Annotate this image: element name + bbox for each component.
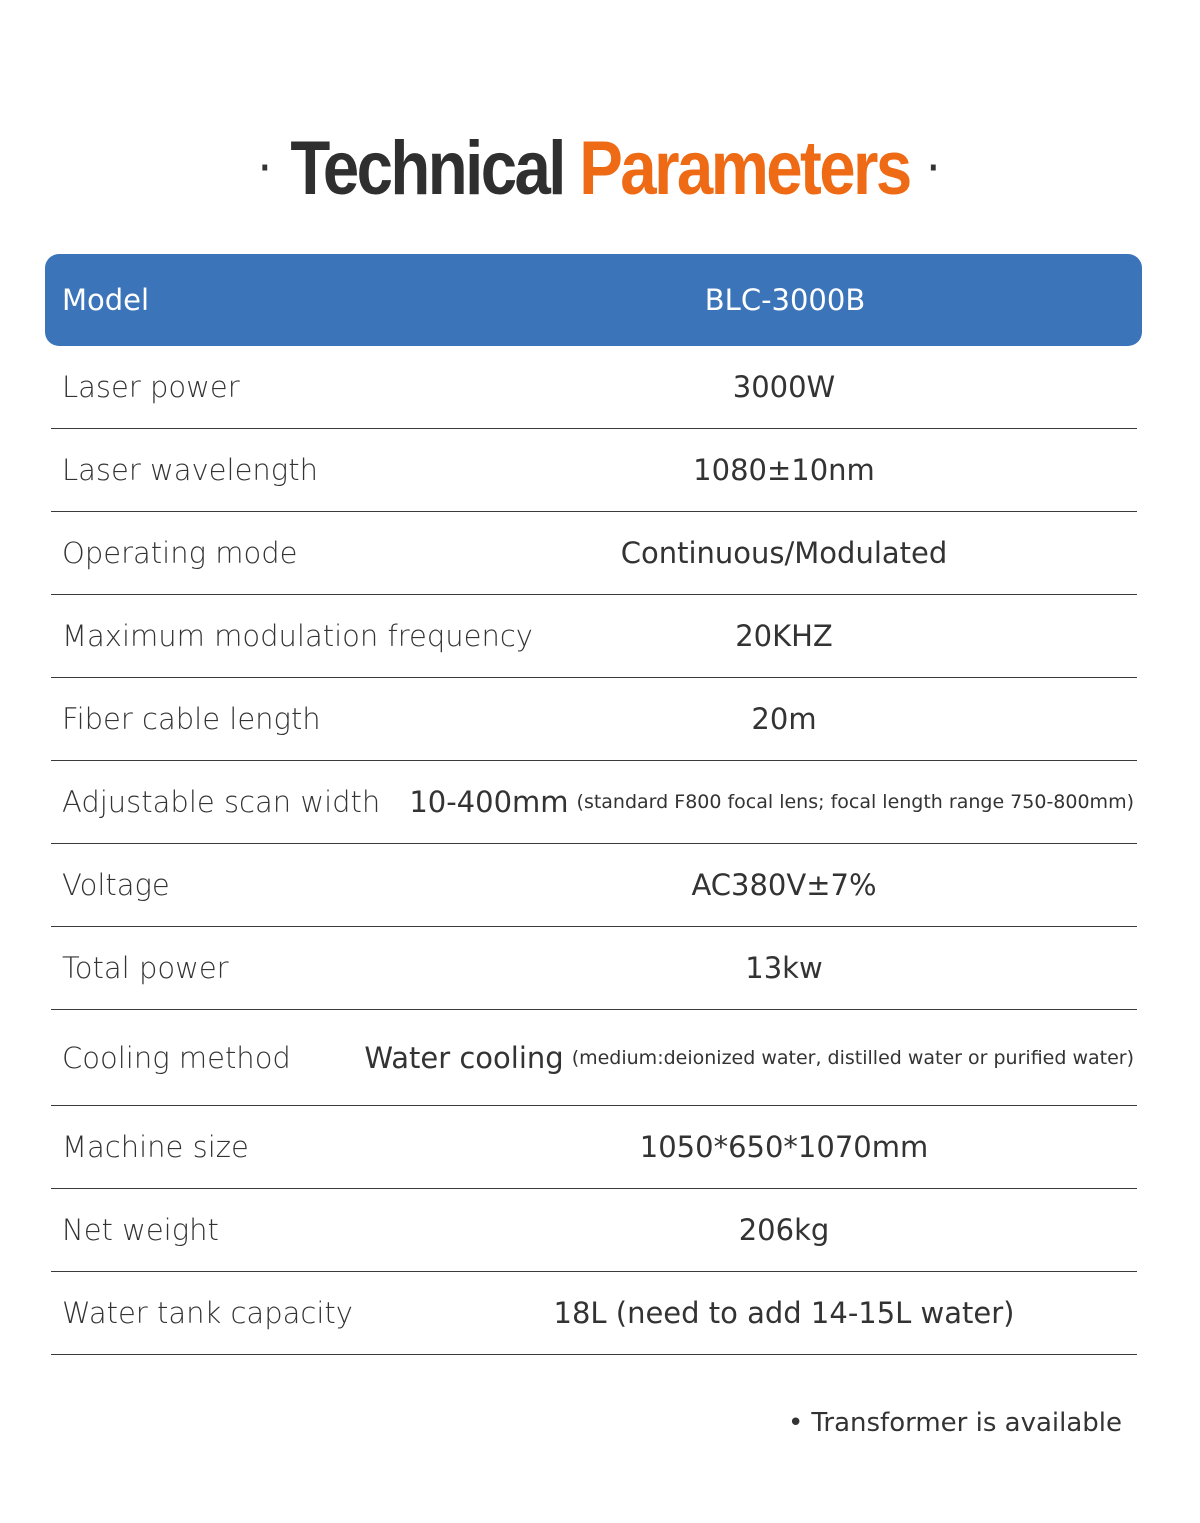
table-row-max-modulation-frequency: [51, 595, 1137, 678]
row-value: 1080±10nm: [693, 453, 875, 487]
title-dot-right: ·: [928, 145, 940, 190]
table-row-laser-power: [51, 346, 1137, 429]
title-word-technical: Technical: [290, 125, 564, 211]
header-label: Model: [62, 283, 150, 317]
row-value: AC380V±7%: [691, 868, 877, 902]
footnote-text: Transformer is available: [811, 1408, 1122, 1438]
bullet-icon: •: [787, 1408, 804, 1438]
row-label: Adjustable scan width: [62, 785, 381, 819]
row-value: 1050*650*1070mm: [639, 1130, 929, 1164]
row-label: Laser power: [62, 370, 240, 404]
row-value: 20m: [751, 702, 817, 736]
row-label: Net weight: [62, 1213, 219, 1247]
table-row-fiber-cable-length: [51, 678, 1137, 761]
row-value-group: [351, 1010, 1134, 1105]
row-value: 13kw: [745, 951, 823, 985]
table-row-cooling-method: [51, 1010, 1137, 1106]
row-value: 20KHZ: [735, 619, 833, 653]
row-label: Machine size: [62, 1130, 249, 1164]
table-row-total-power: [51, 927, 1137, 1010]
row-label: Water tank capacity: [62, 1296, 353, 1330]
row-value-group: [351, 761, 1134, 843]
row-value: Continuous/Modulated: [620, 536, 948, 570]
row-value: 10-400mm: [409, 785, 569, 819]
row-label: Operating mode: [62, 536, 298, 570]
table-row-voltage: [51, 844, 1137, 927]
row-value: 3000W: [732, 370, 836, 404]
table-row-laser-wavelength: [51, 429, 1137, 512]
table-row-operating-mode: [51, 512, 1137, 595]
table-header: [45, 254, 1142, 346]
row-label: Maximum modulation frequency: [62, 619, 533, 653]
table-row-net-weight: [51, 1189, 1137, 1272]
parameters-table: [51, 346, 1137, 1355]
row-value-note: (medium:deionized water, distilled water or purified water): [571, 1046, 1134, 1069]
row-label: Cooling method: [62, 1040, 291, 1075]
table-row-adjustable-scan-width: [51, 761, 1137, 844]
row-value: Water cooling: [364, 1040, 564, 1075]
row-value: 206kg: [738, 1213, 830, 1247]
row-label: Laser wavelength: [62, 453, 318, 487]
row-label: Voltage: [62, 868, 170, 902]
footnote: [788, 1408, 1122, 1438]
title-dot-left: ·: [260, 145, 272, 190]
row-value: 18L (need to add 14-15L water): [553, 1296, 1015, 1330]
table-row-water-tank-capacity: [51, 1272, 1137, 1355]
header-model-value: BLC-3000B: [704, 283, 866, 317]
row-value-note: (standard F800 focal lens; focal length range 750-800mm): [576, 791, 1134, 813]
row-label: Total power: [62, 951, 229, 985]
row-label: Fiber cable length: [62, 702, 321, 736]
page-title: [84, 118, 1116, 218]
table-row-machine-size: [51, 1106, 1137, 1189]
title-word-parameters: Parameters: [579, 125, 910, 211]
